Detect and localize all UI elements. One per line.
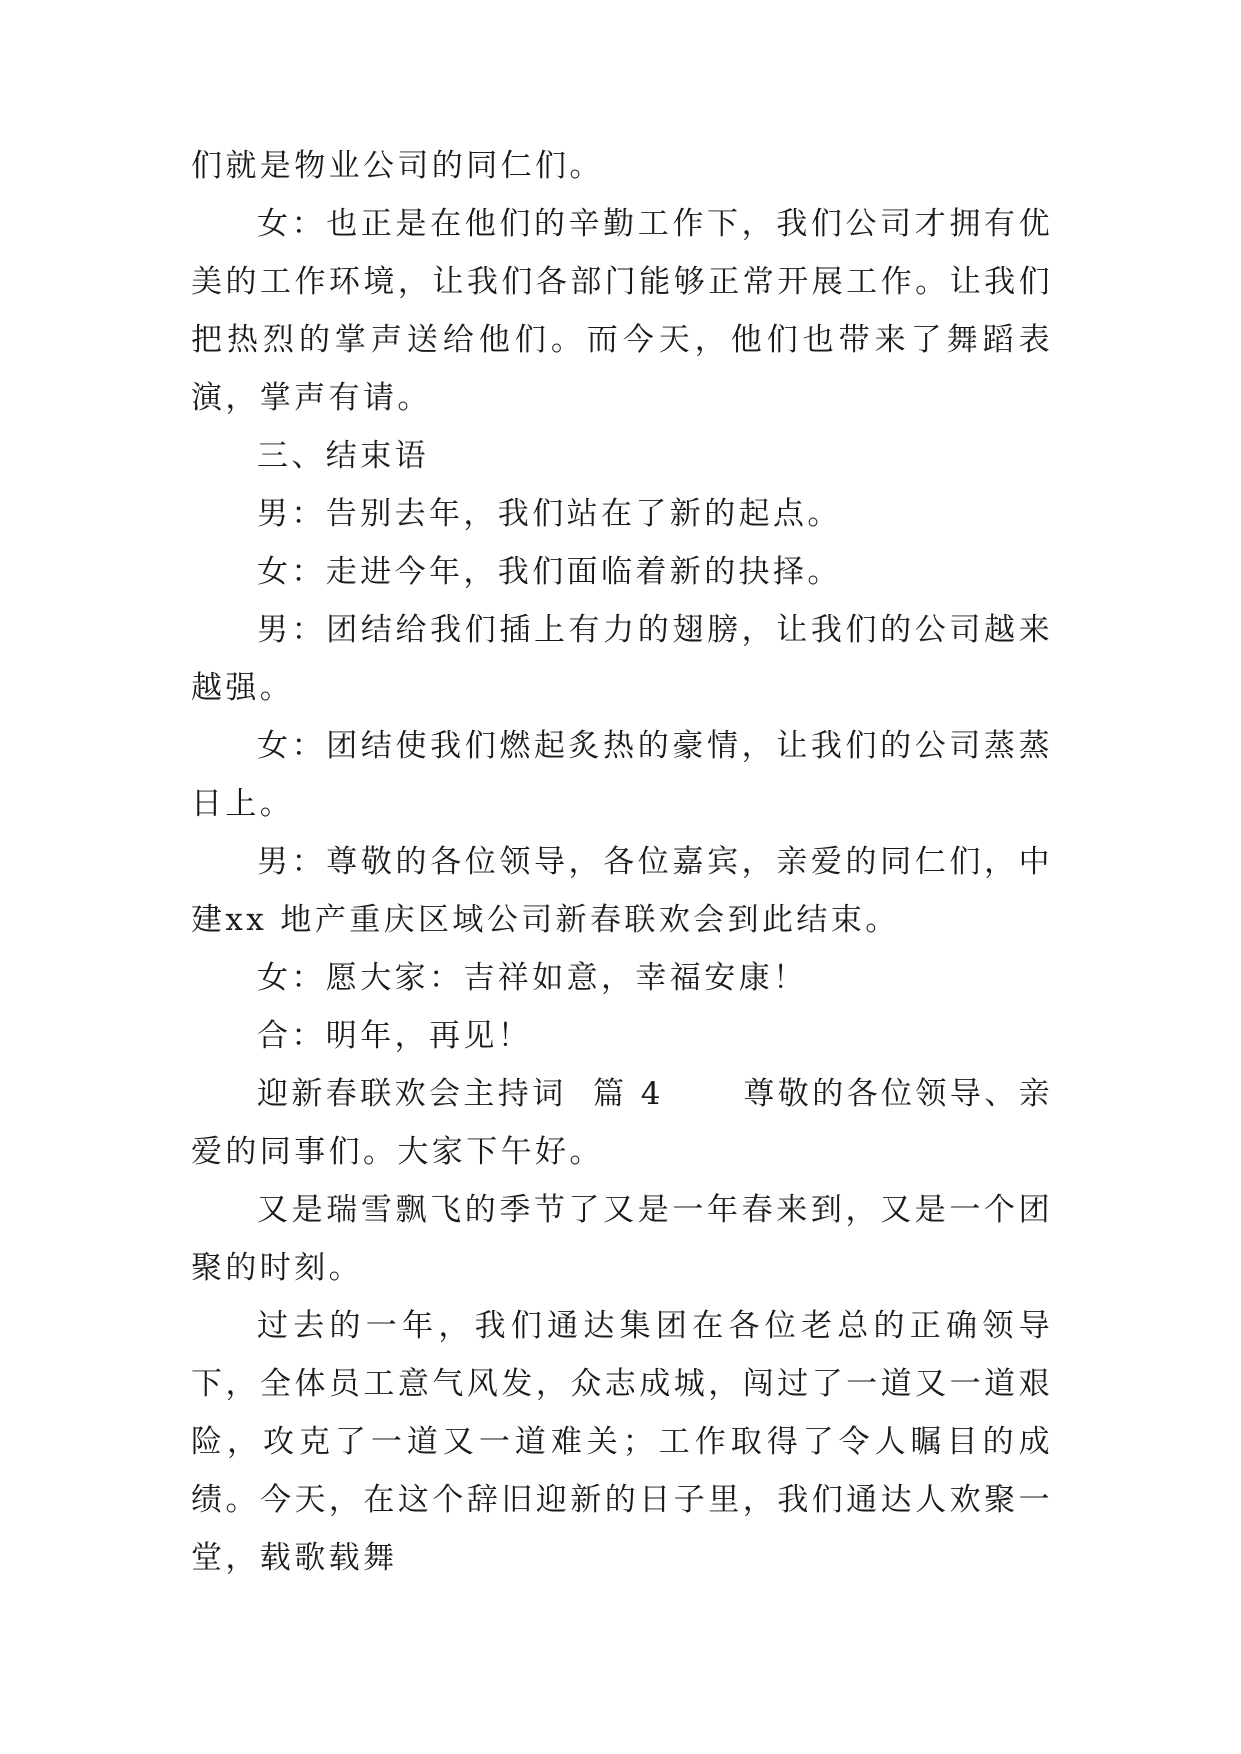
section-heading-closing: 三、结束语 — [257, 438, 429, 474]
paragraph-male-unity: 男：团结给我们插上有力的翅膀，让我们的公司越来越强。 — [191, 612, 1053, 706]
paragraph-male-closing: 男：尊敬的各位领导，各位嘉宾，亲爱的同仁们，中建xx 地产重庆区域公司新春联欢会到此结束。 — [191, 844, 1053, 938]
paragraph-continuation: 们就是物业公司的同仁们。 — [191, 148, 604, 184]
paragraph-snow-season: 又是瑞雪飘飞的季节了又是一年春来到，又是一个团聚的时刻。 — [191, 1192, 1053, 1286]
paragraph-female-wishes: 女：愿大家：吉祥如意，幸福安康！ — [257, 960, 808, 996]
paragraph-together-goodbye: 合：明年，再见！ — [257, 1018, 533, 1054]
paragraph-section-4-opening: 迎新春联欢会主持词 篇 4 尊敬的各位领导、亲爱的同事们。大家下午好。 — [191, 1076, 1054, 1170]
paragraph-male-farewell: 男：告别去年，我们站在了新的起点。 — [257, 496, 842, 532]
paragraph-female-new-year: 女：走进今年，我们面临着新的抉择。 — [257, 554, 842, 590]
paragraph-female-unity: 女：团结使我们燃起炙热的豪情，让我们的公司蒸蒸日上。 — [191, 728, 1053, 822]
paragraph-female-host-staff: 女：也正是在他们的辛勤工作下，我们公司才拥有优美的工作环境，让我们各部门能够正常开展工作。让我们把热烈的掌声送给他们。而今天，他们也带来了舞蹈表演，掌声有请。 — [191, 206, 1053, 416]
paragraph-past-year: 过去的一年，我们通达集团在各位老总的正确领导下，全体员工意气风发，众志成城，闯过了一道又一道艰险，攻克了一道又一道难关；工作取得了令人瞩目的成绩。今天，在这个辞旧迎新的日子里，我们通达人欢聚一堂，载歌载舞 — [191, 1308, 1053, 1576]
document-body — [191, 137, 1053, 1587]
